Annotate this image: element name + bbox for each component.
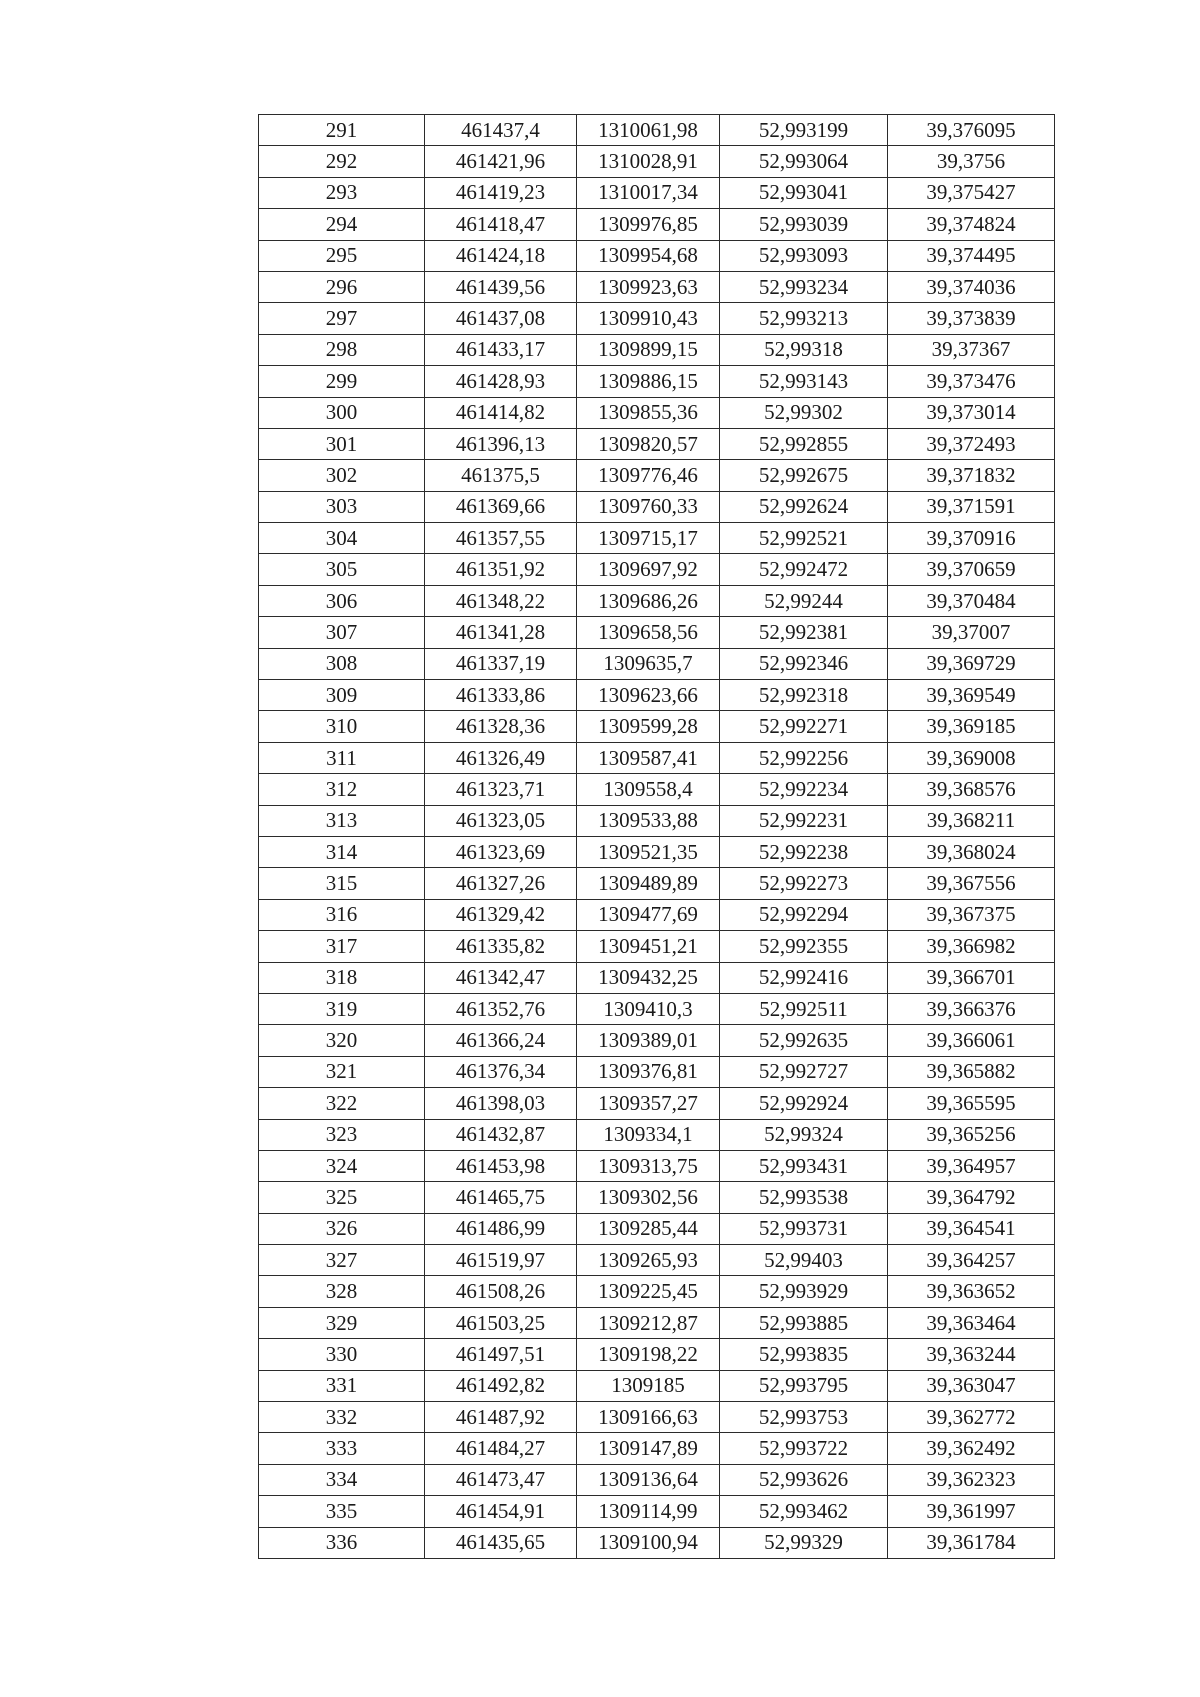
table-row [259, 931, 1055, 962]
y-coordinate-cell: 1309100,94 [577, 1527, 720, 1558]
y-coordinate-cell: 1309886,15 [577, 366, 720, 397]
longitude-cell: 39,370916 [888, 523, 1055, 554]
x-coordinate-cell: 461375,5 [425, 460, 577, 491]
point-number-cell: 321 [259, 1056, 425, 1087]
latitude-cell: 52,992511 [720, 993, 888, 1024]
y-coordinate-cell: 1309686,26 [577, 585, 720, 616]
table-row [259, 366, 1055, 397]
y-coordinate-cell: 1309389,01 [577, 1025, 720, 1056]
x-coordinate-cell: 461487,92 [425, 1402, 577, 1433]
latitude-cell: 52,992521 [720, 523, 888, 554]
x-coordinate-cell: 461519,97 [425, 1245, 577, 1276]
latitude-cell: 52,993731 [720, 1213, 888, 1244]
y-coordinate-cell: 1309477,69 [577, 899, 720, 930]
x-coordinate-cell: 461337,19 [425, 648, 577, 679]
latitude-cell: 52,992635 [720, 1025, 888, 1056]
longitude-cell: 39,362323 [888, 1464, 1055, 1495]
point-number-cell: 302 [259, 460, 425, 491]
latitude-cell: 52,992381 [720, 617, 888, 648]
table-row [259, 962, 1055, 993]
table-row [259, 523, 1055, 554]
longitude-cell: 39,364541 [888, 1213, 1055, 1244]
coordinates-table-body [259, 115, 1055, 1559]
table-row [259, 1245, 1055, 1276]
longitude-cell: 39,373014 [888, 397, 1055, 428]
table-row [259, 554, 1055, 585]
table-row [259, 334, 1055, 365]
latitude-cell: 52,993093 [720, 240, 888, 271]
point-number-cell: 314 [259, 836, 425, 867]
x-coordinate-cell: 461323,05 [425, 805, 577, 836]
x-coordinate-cell: 461437,4 [425, 115, 577, 146]
x-coordinate-cell: 461376,34 [425, 1056, 577, 1087]
y-coordinate-cell: 1309198,22 [577, 1339, 720, 1370]
latitude-cell: 52,993041 [720, 177, 888, 208]
table-row [259, 397, 1055, 428]
longitude-cell: 39,365882 [888, 1056, 1055, 1087]
y-coordinate-cell: 1309635,7 [577, 648, 720, 679]
latitude-cell: 52,993462 [720, 1496, 888, 1527]
table-row [259, 1025, 1055, 1056]
x-coordinate-cell: 461366,24 [425, 1025, 577, 1056]
longitude-cell: 39,368211 [888, 805, 1055, 836]
point-number-cell: 331 [259, 1370, 425, 1401]
table-row [259, 115, 1055, 146]
longitude-cell: 39,370484 [888, 585, 1055, 616]
latitude-cell: 52,993213 [720, 303, 888, 334]
longitude-cell: 39,364257 [888, 1245, 1055, 1276]
latitude-cell: 52,992234 [720, 774, 888, 805]
latitude-cell: 52,992231 [720, 805, 888, 836]
x-coordinate-cell: 461424,18 [425, 240, 577, 271]
x-coordinate-cell: 461465,75 [425, 1182, 577, 1213]
latitude-cell: 52,992256 [720, 742, 888, 773]
longitude-cell: 39,3756 [888, 146, 1055, 177]
coordinates-table-container [258, 114, 1055, 1559]
point-number-cell: 326 [259, 1213, 425, 1244]
longitude-cell: 39,37367 [888, 334, 1055, 365]
latitude-cell: 52,992855 [720, 428, 888, 459]
point-number-cell: 295 [259, 240, 425, 271]
longitude-cell: 39,369549 [888, 680, 1055, 711]
y-coordinate-cell: 1309285,44 [577, 1213, 720, 1244]
table-row [259, 428, 1055, 459]
y-coordinate-cell: 1309357,27 [577, 1088, 720, 1119]
table-row [259, 271, 1055, 302]
point-number-cell: 324 [259, 1150, 425, 1181]
x-coordinate-cell: 461419,23 [425, 177, 577, 208]
x-coordinate-cell: 461439,56 [425, 271, 577, 302]
y-coordinate-cell: 1309820,57 [577, 428, 720, 459]
y-coordinate-cell: 1309599,28 [577, 711, 720, 742]
latitude-cell: 52,992346 [720, 648, 888, 679]
longitude-cell: 39,369729 [888, 648, 1055, 679]
longitude-cell: 39,368576 [888, 774, 1055, 805]
y-coordinate-cell: 1309899,15 [577, 334, 720, 365]
longitude-cell: 39,363652 [888, 1276, 1055, 1307]
point-number-cell: 323 [259, 1119, 425, 1150]
x-coordinate-cell: 461369,66 [425, 491, 577, 522]
latitude-cell: 52,99329 [720, 1527, 888, 1558]
y-coordinate-cell: 1310017,34 [577, 177, 720, 208]
point-number-cell: 297 [259, 303, 425, 334]
point-number-cell: 300 [259, 397, 425, 428]
point-number-cell: 313 [259, 805, 425, 836]
point-number-cell: 312 [259, 774, 425, 805]
x-coordinate-cell: 461432,87 [425, 1119, 577, 1150]
y-coordinate-cell: 1309623,66 [577, 680, 720, 711]
latitude-cell: 52,993885 [720, 1307, 888, 1338]
longitude-cell: 39,376095 [888, 115, 1055, 146]
longitude-cell: 39,365256 [888, 1119, 1055, 1150]
longitude-cell: 39,363244 [888, 1339, 1055, 1370]
longitude-cell: 39,370659 [888, 554, 1055, 585]
longitude-cell: 39,369185 [888, 711, 1055, 742]
longitude-cell: 39,374495 [888, 240, 1055, 271]
x-coordinate-cell: 461398,03 [425, 1088, 577, 1119]
x-coordinate-cell: 461323,71 [425, 774, 577, 805]
point-number-cell: 304 [259, 523, 425, 554]
x-coordinate-cell: 461327,26 [425, 868, 577, 899]
y-coordinate-cell: 1309855,36 [577, 397, 720, 428]
y-coordinate-cell: 1309489,89 [577, 868, 720, 899]
latitude-cell: 52,993199 [720, 115, 888, 146]
y-coordinate-cell: 1310061,98 [577, 115, 720, 146]
point-number-cell: 298 [259, 334, 425, 365]
point-number-cell: 333 [259, 1433, 425, 1464]
y-coordinate-cell: 1309910,43 [577, 303, 720, 334]
x-coordinate-cell: 461333,86 [425, 680, 577, 711]
table-row [259, 303, 1055, 334]
latitude-cell: 52,99403 [720, 1245, 888, 1276]
x-coordinate-cell: 461396,13 [425, 428, 577, 459]
latitude-cell: 52,992273 [720, 868, 888, 899]
point-number-cell: 310 [259, 711, 425, 742]
y-coordinate-cell: 1309954,68 [577, 240, 720, 271]
table-row [259, 146, 1055, 177]
longitude-cell: 39,373476 [888, 366, 1055, 397]
longitude-cell: 39,363464 [888, 1307, 1055, 1338]
latitude-cell: 52,993143 [720, 366, 888, 397]
y-coordinate-cell: 1309334,1 [577, 1119, 720, 1150]
y-coordinate-cell: 1309587,41 [577, 742, 720, 773]
point-number-cell: 316 [259, 899, 425, 930]
table-row [259, 491, 1055, 522]
longitude-cell: 39,366061 [888, 1025, 1055, 1056]
table-row [259, 1307, 1055, 1338]
y-coordinate-cell: 1309114,99 [577, 1496, 720, 1527]
y-coordinate-cell: 1309136,64 [577, 1464, 720, 1495]
latitude-cell: 52,992355 [720, 931, 888, 962]
y-coordinate-cell: 1309265,93 [577, 1245, 720, 1276]
longitude-cell: 39,361997 [888, 1496, 1055, 1527]
y-coordinate-cell: 1309923,63 [577, 271, 720, 302]
y-coordinate-cell: 1309760,33 [577, 491, 720, 522]
x-coordinate-cell: 461348,22 [425, 585, 577, 616]
latitude-cell: 52,992472 [720, 554, 888, 585]
longitude-cell: 39,374824 [888, 209, 1055, 240]
longitude-cell: 39,366982 [888, 931, 1055, 962]
longitude-cell: 39,368024 [888, 836, 1055, 867]
y-coordinate-cell: 1309558,4 [577, 774, 720, 805]
y-coordinate-cell: 1309658,56 [577, 617, 720, 648]
longitude-cell: 39,372493 [888, 428, 1055, 459]
x-coordinate-cell: 461351,92 [425, 554, 577, 585]
table-row [259, 899, 1055, 930]
table-row [259, 1150, 1055, 1181]
table-row [259, 1433, 1055, 1464]
table-row [259, 774, 1055, 805]
x-coordinate-cell: 461341,28 [425, 617, 577, 648]
table-row [259, 1276, 1055, 1307]
table-row [259, 177, 1055, 208]
latitude-cell: 52,993753 [720, 1402, 888, 1433]
table-row [259, 1119, 1055, 1150]
longitude-cell: 39,364957 [888, 1150, 1055, 1181]
latitude-cell: 52,993039 [720, 209, 888, 240]
x-coordinate-cell: 461508,26 [425, 1276, 577, 1307]
table-row [259, 1464, 1055, 1495]
table-row [259, 1496, 1055, 1527]
table-row [259, 1182, 1055, 1213]
latitude-cell: 52,992924 [720, 1088, 888, 1119]
latitude-cell: 52,992271 [720, 711, 888, 742]
latitude-cell: 52,993835 [720, 1339, 888, 1370]
latitude-cell: 52,992238 [720, 836, 888, 867]
longitude-cell: 39,366701 [888, 962, 1055, 993]
x-coordinate-cell: 461435,65 [425, 1527, 577, 1558]
point-number-cell: 305 [259, 554, 425, 585]
table-row [259, 617, 1055, 648]
table-row [259, 460, 1055, 491]
y-coordinate-cell: 1309697,92 [577, 554, 720, 585]
table-row [259, 1402, 1055, 1433]
point-number-cell: 293 [259, 177, 425, 208]
latitude-cell: 52,992294 [720, 899, 888, 930]
latitude-cell: 52,993795 [720, 1370, 888, 1401]
point-number-cell: 320 [259, 1025, 425, 1056]
table-row [259, 1339, 1055, 1370]
y-coordinate-cell: 1309976,85 [577, 209, 720, 240]
point-number-cell: 319 [259, 993, 425, 1024]
x-coordinate-cell: 461454,91 [425, 1496, 577, 1527]
x-coordinate-cell: 461486,99 [425, 1213, 577, 1244]
table-row [259, 1213, 1055, 1244]
x-coordinate-cell: 461428,93 [425, 366, 577, 397]
x-coordinate-cell: 461433,17 [425, 334, 577, 365]
table-row [259, 209, 1055, 240]
x-coordinate-cell: 461484,27 [425, 1433, 577, 1464]
point-number-cell: 303 [259, 491, 425, 522]
x-coordinate-cell: 461414,82 [425, 397, 577, 428]
x-coordinate-cell: 461473,47 [425, 1464, 577, 1495]
latitude-cell: 52,993929 [720, 1276, 888, 1307]
y-coordinate-cell: 1309313,75 [577, 1150, 720, 1181]
longitude-cell: 39,371591 [888, 491, 1055, 522]
point-number-cell: 328 [259, 1276, 425, 1307]
table-row [259, 993, 1055, 1024]
point-number-cell: 307 [259, 617, 425, 648]
latitude-cell: 52,992416 [720, 962, 888, 993]
y-coordinate-cell: 1309410,3 [577, 993, 720, 1024]
x-coordinate-cell: 461342,47 [425, 962, 577, 993]
y-coordinate-cell: 1309521,35 [577, 836, 720, 867]
y-coordinate-cell: 1309166,63 [577, 1402, 720, 1433]
x-coordinate-cell: 461421,96 [425, 146, 577, 177]
point-number-cell: 327 [259, 1245, 425, 1276]
point-number-cell: 296 [259, 271, 425, 302]
table-row [259, 1370, 1055, 1401]
longitude-cell: 39,365595 [888, 1088, 1055, 1119]
x-coordinate-cell: 461357,55 [425, 523, 577, 554]
longitude-cell: 39,366376 [888, 993, 1055, 1024]
x-coordinate-cell: 461492,82 [425, 1370, 577, 1401]
table-row [259, 805, 1055, 836]
y-coordinate-cell: 1309451,21 [577, 931, 720, 962]
latitude-cell: 52,99302 [720, 397, 888, 428]
point-number-cell: 311 [259, 742, 425, 773]
latitude-cell: 52,99324 [720, 1119, 888, 1150]
point-number-cell: 306 [259, 585, 425, 616]
point-number-cell: 330 [259, 1339, 425, 1370]
table-row [259, 711, 1055, 742]
point-number-cell: 294 [259, 209, 425, 240]
table-row [259, 585, 1055, 616]
y-coordinate-cell: 1309432,25 [577, 962, 720, 993]
x-coordinate-cell: 461453,98 [425, 1150, 577, 1181]
longitude-cell: 39,362492 [888, 1433, 1055, 1464]
longitude-cell: 39,375427 [888, 177, 1055, 208]
latitude-cell: 52,99318 [720, 334, 888, 365]
y-coordinate-cell: 1309302,56 [577, 1182, 720, 1213]
longitude-cell: 39,363047 [888, 1370, 1055, 1401]
latitude-cell: 52,992318 [720, 680, 888, 711]
latitude-cell: 52,993064 [720, 146, 888, 177]
latitude-cell: 52,992727 [720, 1056, 888, 1087]
coordinates-table [258, 114, 1055, 1559]
point-number-cell: 308 [259, 648, 425, 679]
x-coordinate-cell: 461326,49 [425, 742, 577, 773]
longitude-cell: 39,374036 [888, 271, 1055, 302]
x-coordinate-cell: 461352,76 [425, 993, 577, 1024]
latitude-cell: 52,99244 [720, 585, 888, 616]
x-coordinate-cell: 461329,42 [425, 899, 577, 930]
y-coordinate-cell: 1309376,81 [577, 1056, 720, 1087]
point-number-cell: 332 [259, 1402, 425, 1433]
latitude-cell: 52,993234 [720, 271, 888, 302]
latitude-cell: 52,993431 [720, 1150, 888, 1181]
table-row [259, 836, 1055, 867]
table-row [259, 868, 1055, 899]
point-number-cell: 336 [259, 1527, 425, 1558]
point-number-cell: 335 [259, 1496, 425, 1527]
point-number-cell: 329 [259, 1307, 425, 1338]
table-row [259, 680, 1055, 711]
x-coordinate-cell: 461497,51 [425, 1339, 577, 1370]
point-number-cell: 301 [259, 428, 425, 459]
longitude-cell: 39,361784 [888, 1527, 1055, 1558]
y-coordinate-cell: 1309225,45 [577, 1276, 720, 1307]
point-number-cell: 309 [259, 680, 425, 711]
y-coordinate-cell: 1309776,46 [577, 460, 720, 491]
point-number-cell: 292 [259, 146, 425, 177]
point-number-cell: 322 [259, 1088, 425, 1119]
x-coordinate-cell: 461323,69 [425, 836, 577, 867]
table-row [259, 1088, 1055, 1119]
point-number-cell: 317 [259, 931, 425, 962]
x-coordinate-cell: 461503,25 [425, 1307, 577, 1338]
longitude-cell: 39,362772 [888, 1402, 1055, 1433]
table-row [259, 1056, 1055, 1087]
longitude-cell: 39,369008 [888, 742, 1055, 773]
latitude-cell: 52,993538 [720, 1182, 888, 1213]
y-coordinate-cell: 1309715,17 [577, 523, 720, 554]
table-row [259, 240, 1055, 271]
y-coordinate-cell: 1310028,91 [577, 146, 720, 177]
longitude-cell: 39,37007 [888, 617, 1055, 648]
latitude-cell: 52,992624 [720, 491, 888, 522]
y-coordinate-cell: 1309533,88 [577, 805, 720, 836]
y-coordinate-cell: 1309147,89 [577, 1433, 720, 1464]
latitude-cell: 52,993626 [720, 1464, 888, 1495]
y-coordinate-cell: 1309212,87 [577, 1307, 720, 1338]
table-row [259, 742, 1055, 773]
x-coordinate-cell: 461328,36 [425, 711, 577, 742]
point-number-cell: 291 [259, 115, 425, 146]
longitude-cell: 39,364792 [888, 1182, 1055, 1213]
y-coordinate-cell: 1309185 [577, 1370, 720, 1401]
point-number-cell: 299 [259, 366, 425, 397]
latitude-cell: 52,993722 [720, 1433, 888, 1464]
latitude-cell: 52,992675 [720, 460, 888, 491]
longitude-cell: 39,371832 [888, 460, 1055, 491]
point-number-cell: 318 [259, 962, 425, 993]
x-coordinate-cell: 461418,47 [425, 209, 577, 240]
point-number-cell: 315 [259, 868, 425, 899]
table-row [259, 648, 1055, 679]
longitude-cell: 39,373839 [888, 303, 1055, 334]
longitude-cell: 39,367556 [888, 868, 1055, 899]
longitude-cell: 39,367375 [888, 899, 1055, 930]
table-row [259, 1527, 1055, 1558]
x-coordinate-cell: 461335,82 [425, 931, 577, 962]
point-number-cell: 325 [259, 1182, 425, 1213]
point-number-cell: 334 [259, 1464, 425, 1495]
x-coordinate-cell: 461437,08 [425, 303, 577, 334]
